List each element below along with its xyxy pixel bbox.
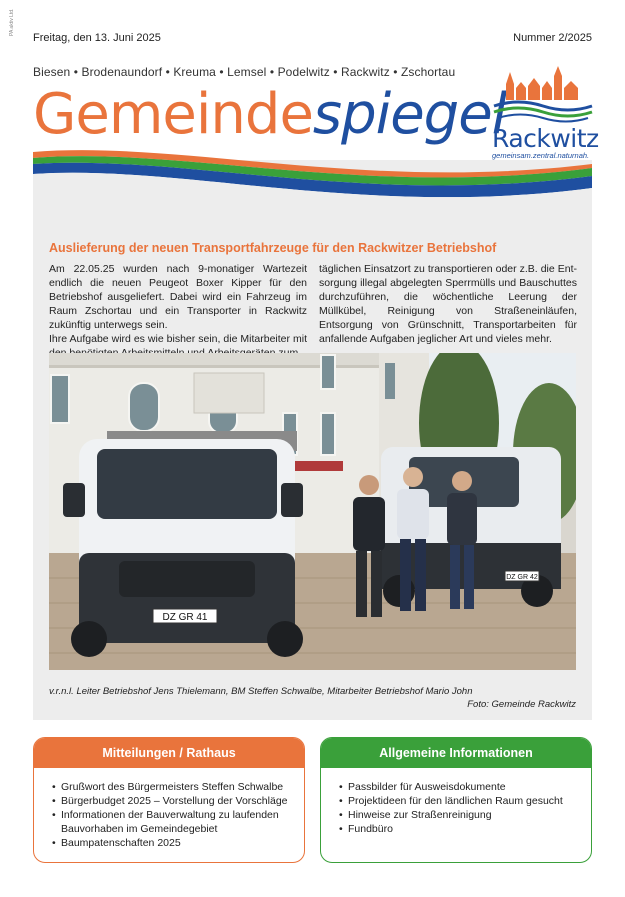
box-allgemeine-list (321, 768, 591, 836)
issue-date: Freitag, den 13. Juni 2025 (33, 32, 161, 44)
list-item[interactable]: • Passbilder für Ausweisdokumente (339, 781, 506, 793)
masthead-wave-banner (33, 148, 592, 220)
box-mitteilungen-list (34, 768, 304, 850)
list-item[interactable]: • Informationen der Bauverwaltung zu laufenden Bauvorhaben im Gemeindegebiet (52, 809, 279, 835)
article-column-1 (49, 262, 307, 360)
list-item[interactable]: • Projektideen für den ländlichen Raum gesucht (339, 795, 563, 807)
box-allgemeine-title: Allgemeine Informationen (321, 738, 591, 768)
plate-right: DZ GR 42 (506, 574, 538, 581)
list-item[interactable]: • Grußwort des Bürgermeisters Steffen Schwalbe (52, 781, 284, 793)
photo-credit: Foto: Gemeinde Rackwitz (467, 699, 576, 710)
article-paragraph: Ihre Aufgabe wird es wie bisher sein, die Mitarbeiter mit (49, 333, 307, 345)
article-column-2 (319, 262, 577, 346)
village-list: Biesen • Brodenaundorf • Kreuma • Lemsel • Podelwitz • Rackwitz • Zschortau (33, 65, 456, 79)
article-paragraph: täglichen Einsatzort zu transportieren oder z.B. die Entsorgung illegal abgelegten Sperrmülls und Bauschuttes durchzuführen, die wöchentliche Leerung der Müllkübel, Reinigung von Straßeneinläufen, Entsorgung von Grünschnitt, Transportarbeiten für anfallende Aufgaben jeglicher Art und vieles mehr. (319, 263, 577, 345)
list-item[interactable]: • Bürgerbudget 2025 – Vorstellung der Vorschläge (52, 795, 288, 807)
article-paragraph: Am 22.05.25 wurden nach 9-monatiger Wartezeit endlich die neuen Peugeot Boxer Kipper für den Betriebshof ausgeliefert. Dabei wird ein Fahrzeug im Raum Zschortau und ein Transporter in Rackwitz zukünftig unterwegs sein. (49, 263, 307, 331)
list-item[interactable]: • Baumpatenschaften 2025 (52, 837, 181, 849)
box-mitteilungen-title: Mitteilungen / Rathaus (34, 738, 304, 768)
box-allgemeine-informationen (320, 737, 592, 863)
article-photo (49, 353, 576, 670)
list-item[interactable]: • Hinweise zur Straßenreinigung (339, 809, 492, 821)
logo-wordmark: Rackwitz (492, 124, 599, 153)
plate-left: DZ GR 41 (162, 612, 208, 623)
van-left (63, 431, 303, 657)
title-part-gemeinde: Gemeinde (33, 82, 313, 147)
vertical-publisher-tag: PA aktiv Ltd. (9, 8, 15, 36)
newspaper-title (33, 82, 506, 148)
article-headline: Auslieferung der neuen Transportfahrzeuge für den Rackwitzer Betriebshof (49, 241, 497, 255)
box-mitteilungen (33, 737, 305, 863)
logo-tagline: gemeinsam.zentral.naturnah. (492, 151, 590, 160)
issue-number: Nummer 2/2025 (513, 32, 592, 44)
title-part-spiegel: spiegel (312, 82, 507, 147)
photo-caption: v.r.n.l. Leiter Betriebshof Jens Thielemann, BM Steffen Schwalbe, Mitarbeiter Betriebshof Mario John (49, 686, 473, 697)
list-item[interactable]: • Fundbüro (339, 823, 393, 835)
